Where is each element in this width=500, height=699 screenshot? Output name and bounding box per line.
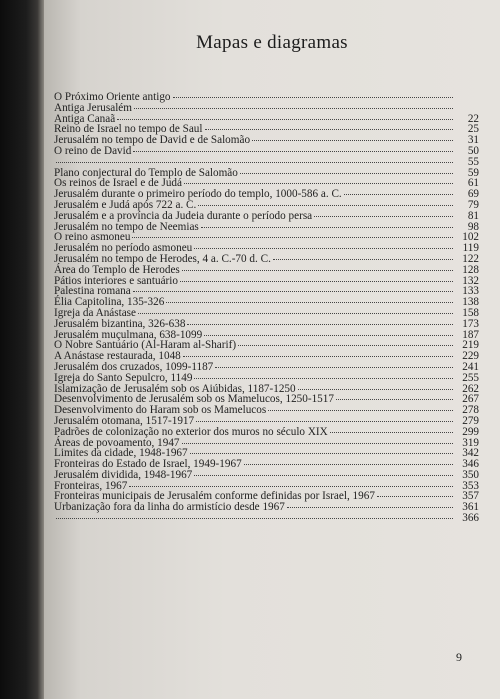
toc-entry-page: 50 <box>467 144 479 157</box>
toc-entry-page: 102 <box>462 231 479 244</box>
toc-entry-title: O Nobre Santuário (Al-Haram al-Sharif) <box>54 339 237 352</box>
toc-entry-title: Jerusalém no tempo de David e de Salomão <box>54 134 251 147</box>
dot-leader <box>129 486 453 487</box>
toc-entry-page: 361 <box>462 501 479 514</box>
dot-leader <box>268 410 453 411</box>
table-of-contents <box>54 92 479 524</box>
toc-entry-title: Antiga Canaã <box>54 112 116 125</box>
toc-entry-page: 79 <box>467 198 479 211</box>
toc-entry-title: Jerusalém e Judá após 722 a. C. <box>54 198 197 211</box>
toc-entry-title: O reino de David <box>54 144 132 157</box>
toc-entry-title: Jerusalém durante o primeiro período do templo, 1000-586 a. C. <box>54 188 342 201</box>
toc-entry-page: 350 <box>462 468 479 481</box>
toc-entry-page: 278 <box>462 404 479 417</box>
dot-leader <box>138 313 453 314</box>
toc-entry-title: Fronteiras municipais de Jerusalém conforme definidas por Israel, 1967 <box>54 490 375 503</box>
toc-entry-title: Igreja da Anástase <box>54 306 137 319</box>
dot-leader <box>182 270 453 271</box>
toc-entry-page: 366 <box>462 512 479 525</box>
toc-entry-page: 241 <box>462 360 479 373</box>
toc-entry-page: 173 <box>462 317 479 330</box>
toc-entry-title: Islamização de Jerusalém sob os Aiúbidas, 1187-1250 <box>54 382 296 395</box>
toc-entry-title: Fronteiras, 1967 <box>54 479 128 492</box>
toc-entry-page: 229 <box>462 350 479 363</box>
toc-entry-title: Plano conjectural do Templo de Salomão <box>54 166 238 179</box>
toc-entry-page: 187 <box>462 328 479 341</box>
toc-entry-title: Reino de Israel no tempo de Saul <box>54 123 203 136</box>
toc-entry-title: O reino asmoneu <box>54 231 131 244</box>
toc-entry-title: Os reinos de Israel e de Judá <box>54 177 182 190</box>
dot-leader <box>244 464 453 465</box>
toc-entry-page: 299 <box>462 425 479 438</box>
toc-entry <box>54 513 479 524</box>
toc-entry-title: Padrões de colonização no exterior dos muros no século XIX <box>54 425 328 438</box>
dot-leader <box>133 151 453 152</box>
toc-entry-title: Fronteiras do Estado de Israel, 1949-1967 <box>54 458 242 471</box>
toc-entry-title: Urbanização fora da linha do armistício desde 1967 <box>54 501 285 514</box>
dot-leader <box>134 108 453 109</box>
page-title: Mapas e diagramas <box>196 32 348 53</box>
dot-leader <box>273 259 453 260</box>
book-page <box>44 0 500 699</box>
toc-entry-page: 267 <box>462 393 479 406</box>
dot-leader <box>194 248 453 249</box>
dot-leader <box>133 291 453 292</box>
dot-leader <box>336 399 453 400</box>
toc-entry-title: A Anástase restaurada, 1048 <box>54 350 181 363</box>
toc-entry-page: 98 <box>467 220 479 233</box>
toc-entry-page: 128 <box>462 263 479 276</box>
toc-entry-title: Palestina romana <box>54 285 131 298</box>
toc-entry <box>54 211 479 222</box>
toc-entry-page: 132 <box>462 274 479 287</box>
toc-entry-page: 346 <box>462 458 479 471</box>
dot-leader <box>180 281 453 282</box>
toc-entry-page: 319 <box>462 436 479 449</box>
toc-entry-page: 353 <box>462 479 479 492</box>
dot-leader <box>184 183 453 184</box>
dot-leader <box>298 389 453 390</box>
toc-entry-title: Área do Templo de Herodes <box>54 263 180 276</box>
toc-entry-title: Jerusalém bizantina, 326-638 <box>54 317 186 330</box>
dot-leader <box>166 302 453 303</box>
dot-leader <box>187 324 453 325</box>
toc-entry-page: 81 <box>467 209 479 222</box>
toc-entry-title: Jerusalém no período asmoneu <box>54 242 193 255</box>
dot-leader <box>56 162 453 163</box>
toc-entry-page: 22 <box>467 112 479 125</box>
toc-entry-title: Jerusalém no tempo de Neemias <box>54 220 199 233</box>
dot-leader <box>205 129 453 130</box>
toc-entry-page: 119 <box>462 242 479 255</box>
toc-entry <box>54 103 479 114</box>
dot-leader <box>194 475 453 476</box>
toc-entry-title: Jerusalém dividida, 1948-1967 <box>54 468 193 481</box>
toc-entry-page: 255 <box>462 371 479 384</box>
toc-entry-title: Áreas de povoamento, 1947 <box>54 436 180 449</box>
toc-entry <box>54 373 479 384</box>
dot-leader <box>314 216 453 217</box>
dot-leader <box>377 496 453 497</box>
toc-entry-title: Desenvolvimento de Jerusalém sob os Mamelucos, 1250-1517 <box>54 393 334 406</box>
toc-entry-page: 133 <box>462 285 479 298</box>
dot-leader <box>201 227 453 228</box>
dot-leader <box>183 356 453 357</box>
toc-entry-page: 59 <box>467 166 479 179</box>
dot-leader <box>132 237 453 238</box>
dot-leader <box>182 443 453 444</box>
toc-entry-page: 31 <box>467 134 479 147</box>
toc-entry-page: 69 <box>467 188 479 201</box>
toc-entry-title: Desenvolvimento do Haram sob os Mamelucos <box>54 404 267 417</box>
dot-leader <box>190 453 453 454</box>
toc-entry-title: Antiga Jerusalém <box>54 101 132 114</box>
dot-leader <box>204 335 453 336</box>
toc-entry-page: 262 <box>462 382 479 395</box>
toc-entry-title: Igreja do Santo Sepulcro, 1149 <box>54 371 193 384</box>
toc-entry <box>54 265 479 276</box>
toc-entry-page: 342 <box>462 447 479 460</box>
toc-entry-title: Jerusalém otomana, 1517-1917 <box>54 414 195 427</box>
toc-entry-title: Limites da cidade, 1948-1967 <box>54 447 188 460</box>
toc-entry <box>54 502 479 513</box>
dot-leader <box>344 194 453 195</box>
toc-entry-page: 138 <box>462 296 479 309</box>
page-number: 9 <box>456 650 462 664</box>
toc-entry-page: 357 <box>462 490 479 503</box>
toc-entry-title: Pátios interiores e santuário <box>54 274 178 287</box>
dot-leader <box>238 345 453 346</box>
dot-leader <box>117 119 453 120</box>
toc-entry-page: 55 <box>467 155 479 168</box>
toc-entry <box>54 146 479 157</box>
dot-leader <box>252 140 453 141</box>
toc-entry-title: Jerusalém muçulmana, 638-1099 <box>54 328 203 341</box>
toc-entry-page: 219 <box>462 339 479 352</box>
toc-entry-title: Jerusalém dos cruzados, 1099-1187 <box>54 360 214 373</box>
toc-entry-page: 25 <box>467 123 479 136</box>
dot-leader <box>330 432 453 433</box>
dot-leader <box>240 173 453 174</box>
dot-leader <box>194 378 453 379</box>
dot-leader <box>287 507 453 508</box>
toc-entry-title: O Próximo Oriente antigo <box>54 91 171 103</box>
toc-entry-page: 61 <box>467 177 479 190</box>
dot-leader <box>56 518 453 519</box>
dot-leader <box>196 421 453 422</box>
toc-entry <box>54 427 479 438</box>
toc-entry <box>54 157 479 168</box>
toc-entry-page: 158 <box>462 306 479 319</box>
book-binding <box>0 0 44 699</box>
dot-leader <box>215 367 453 368</box>
toc-entry-title: Jerusalém e a província da Judeia durante o período persa <box>54 209 313 222</box>
toc-entry-title: Jerusalém no tempo de Herodes, 4 a. C.-70 d. C. <box>54 252 271 265</box>
dot-leader <box>198 205 453 206</box>
dot-leader <box>173 97 453 98</box>
toc-entry-page: 122 <box>462 252 479 265</box>
toc-entry <box>54 319 479 330</box>
toc-entry-title: Élia Capitolina, 135-326 <box>54 296 165 309</box>
toc-entry-page: 279 <box>462 414 479 427</box>
